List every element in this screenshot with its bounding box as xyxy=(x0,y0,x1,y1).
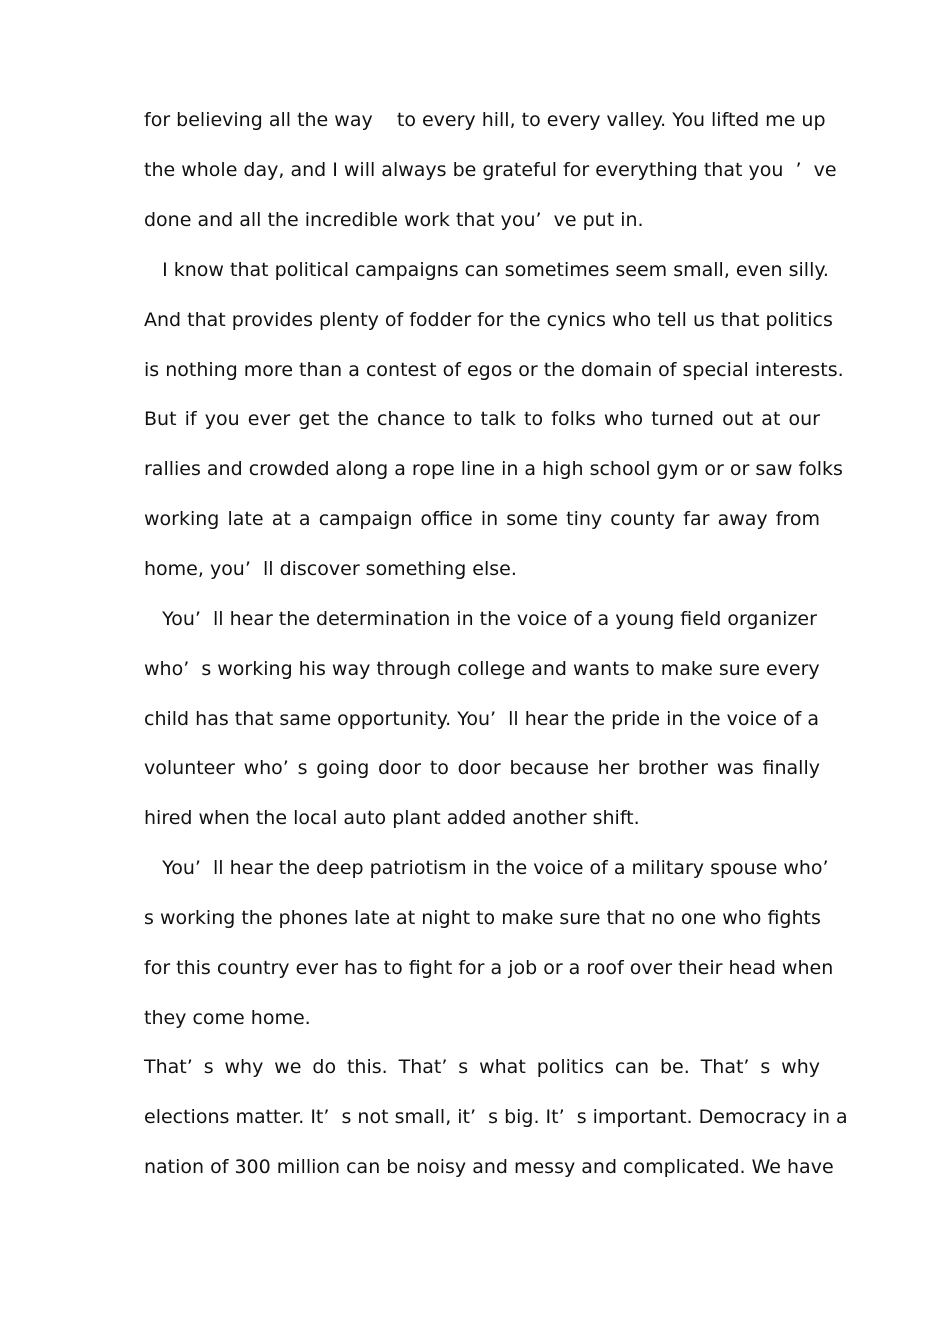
text-line: elections matter. It’ s not small, it’ s big. It’ s important. Democracy in a xyxy=(144,1106,848,1128)
text-line: child has that same opportunity. You’ ll hear the pride in the voice of a xyxy=(144,708,819,730)
text-line: You’ ll hear the deep patriotism in the voice of a military spouse who’ xyxy=(144,857,829,879)
text-line: the whole day, and I will always be grateful for everything that you ’ ve xyxy=(144,159,837,181)
text-line: done and all the incredible work that you’ ve put in. xyxy=(144,209,644,231)
text-line: hired when the local auto plant added another shift. xyxy=(144,807,640,829)
text-line: You’ ll hear the determination in the voice of a young field organizer xyxy=(144,608,817,630)
text-line: who’ s working his way through college and wants to make sure every xyxy=(144,658,820,680)
text-line: That’ s why we do this. That’ s what politics can be. That’ s why xyxy=(144,1056,820,1078)
text-line: for this country ever has to fight for a job or a roof over their head when xyxy=(144,957,834,979)
text-line: home, you’ ll discover something else. xyxy=(144,558,517,580)
text-line: rallies and crowded along a rope line in a high school gym or or saw folks xyxy=(144,458,843,480)
text-line: working late at a campaign office in some tiny county far away from xyxy=(144,508,820,530)
text-line: And that provides plenty of fodder for the cynics who tell us that politics xyxy=(144,309,833,331)
text-line: nation of 300 million can be noisy and messy and complicated. We have xyxy=(144,1156,834,1178)
text-line: But if you ever get the chance to talk to folks who turned out at our xyxy=(144,408,820,430)
text-line: is nothing more than a contest of egos or the domain of special interests. xyxy=(144,359,844,381)
text-line: volunteer who’ s going door to door because her brother was finally xyxy=(144,757,820,779)
text-line: s working the phones late at night to make sure that no one who fights xyxy=(144,907,821,929)
text-line: they come home. xyxy=(144,1007,311,1029)
text-line: for believing all the way to every hill, to every valley. You lifted me up xyxy=(144,109,826,131)
text-line: I know that political campaigns can sometimes seem small, even silly. xyxy=(144,259,829,281)
